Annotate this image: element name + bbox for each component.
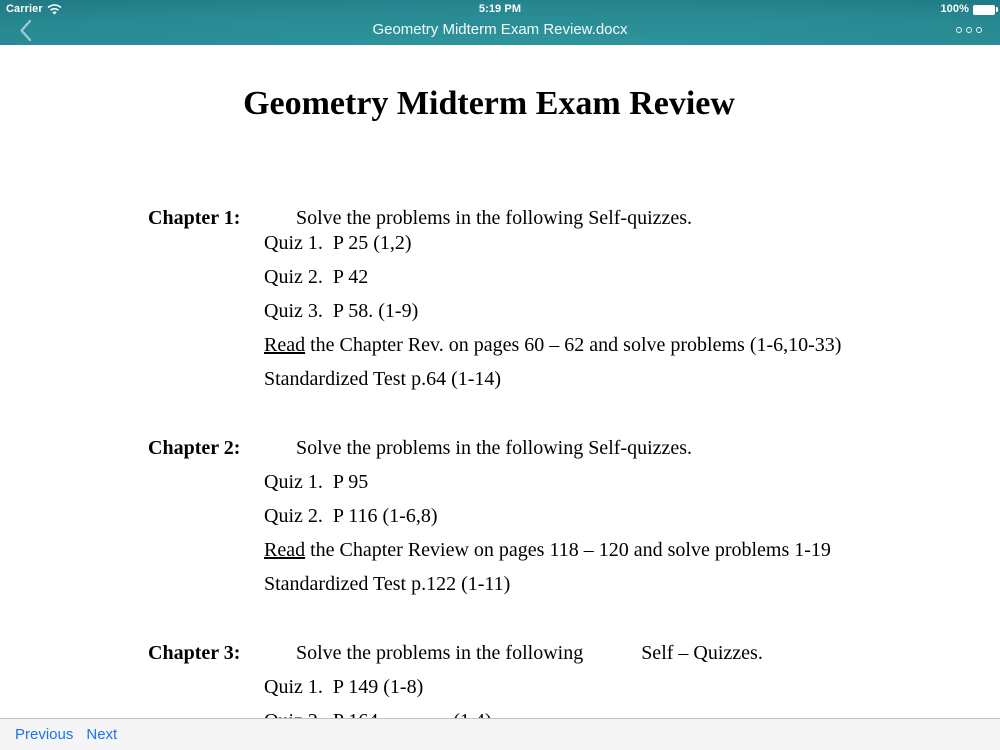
doc-line: Quiz 1. P 25 (1,2)	[264, 232, 412, 254]
document-title-bar: Geometry Midterm Exam Review.docx	[372, 21, 628, 38]
battery-indicator	[940, 3, 995, 15]
underlined-word: Read	[264, 539, 306, 561]
document-heading: Geometry Midterm Exam Review	[243, 85, 735, 122]
doc-line: Read the Chapter Rev. on pages 60 – 62 and solve problems (1-6,10-33)	[264, 334, 842, 356]
chapter-heading-line	[148, 641, 1000, 666]
doc-line: Quiz 3. P 58. (1-9)	[264, 300, 419, 322]
previous-link[interactable]: Previous	[15, 726, 74, 743]
status-time: 5:19 PM	[478, 3, 522, 15]
pager-bar	[0, 718, 1000, 750]
chapter-intro: Self – Quizzes.	[641, 642, 763, 664]
more-button[interactable]	[954, 25, 984, 35]
chapter-heading-line	[148, 206, 1000, 231]
chapter-section	[0, 436, 1000, 597]
chapter-label: Chapter 2:	[148, 437, 241, 459]
chapter-intro: Solve the problems in the following	[296, 642, 584, 664]
battery-percent: 100%	[940, 3, 969, 15]
doc-line: Quiz 1. P 149 (1-8)	[264, 676, 424, 698]
doc-line: Standardized Test p.122 (1-11)	[264, 573, 511, 595]
chapter-section	[0, 206, 1000, 392]
next-link[interactable]: Next	[86, 726, 118, 743]
underlined-word: Read	[264, 334, 306, 356]
document-viewer[interactable]	[0, 45, 1000, 750]
ellipsis-icon	[956, 27, 962, 33]
chapter-label: Chapter 1:	[148, 207, 241, 229]
chapter-label: Chapter 3:	[148, 642, 241, 664]
nav-bar	[0, 20, 1000, 45]
document-body	[0, 206, 1000, 734]
doc-line: Quiz 2. P 42	[264, 266, 369, 288]
chapter-heading-line	[148, 436, 1000, 461]
battery-icon	[973, 5, 995, 15]
top-bar	[0, 0, 1000, 45]
doc-line: Quiz 1. P 95	[264, 471, 369, 493]
carrier-label: Carrier	[6, 3, 43, 15]
back-button[interactable]	[10, 18, 40, 46]
chevron-left-icon	[19, 30, 32, 45]
chapter-intro: Solve the problems in the following Self-quizzes.	[296, 207, 693, 229]
chapter-intro: Solve the problems in the following Self-quizzes.	[296, 437, 693, 459]
doc-line: Standardized Test p.64 (1-14)	[264, 368, 502, 390]
doc-line: Quiz 2. P 116 (1-6,8)	[264, 505, 438, 527]
doc-line: Read the Chapter Review on pages 118 – 120 and solve problems 1-19	[264, 539, 831, 561]
status-bar	[0, 0, 1000, 20]
